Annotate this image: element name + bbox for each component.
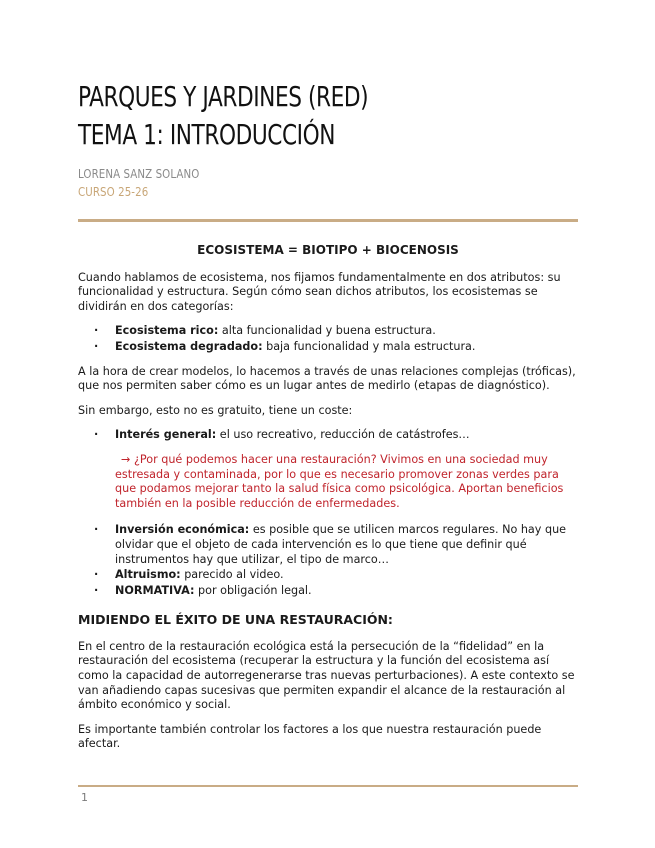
author-name: LORENA SANZ SOLANO	[78, 166, 200, 181]
list-item-term: NORMATIVA:	[115, 583, 195, 597]
list-item	[115, 584, 578, 599]
intro-paragraph: Cuando hablamos de ecosistema, nos fijamos fundamentalmente en dos atributos: su funcionalidad y estructura. Según cómo sean dichos atributos, los ecosistemas se dividirán en dos categorías:	[78, 270, 561, 313]
cost-paragraph: Sin embargo, esto no es gratuito, tiene un coste:	[78, 403, 353, 417]
page-body	[78, 243, 578, 762]
models-paragraph: A la hora de crear modelos, lo hacemos a través de unas relaciones complejas (tróficas), que nos permiten saber cómo es un lugar antes de medirlo (etapas de diagnóstico).	[78, 364, 576, 393]
course-label: CURSO 25-26	[78, 184, 149, 199]
list-item-term: Altruismo:	[115, 568, 181, 582]
list-item	[115, 324, 578, 339]
document-subtitle: TEMA 1: INTRODUCCIÓN	[78, 118, 336, 151]
list-item-text: el uso recreativo, reducción de catástrofes…	[216, 428, 470, 442]
cost-list-1	[78, 428, 578, 443]
highlighted-note	[78, 453, 578, 511]
cost-list-2	[78, 523, 578, 598]
list-item	[115, 523, 578, 567]
category-list	[78, 324, 578, 354]
list-item-text: es posible que se utilicen marcos regulares. No hay que olvidar que el objeto de cada intervención es lo que tiene que definir qué instrumentos hay que utilizar, el tipo de marco…	[115, 523, 567, 566]
page-number: 1	[81, 791, 88, 804]
list-item-text: baja funcionalidad y mala estructura.	[262, 339, 476, 353]
list-item-term: Ecosistema rico:	[115, 324, 219, 338]
list-item-text: por obligación legal.	[194, 583, 312, 597]
list-item-term: Ecosistema degradado:	[115, 339, 263, 353]
list-item	[115, 340, 578, 355]
list-item-term: Inversión económica:	[115, 523, 250, 537]
list-item-text: parecido al video.	[180, 568, 284, 582]
control-paragraph: Es importante también controlar los factores a los que nuestra restauración puede afectar.	[78, 722, 542, 751]
footer-divider	[78, 785, 578, 787]
restoration-paragraph: En el centro de la restauración ecológica está la persecución de la “fidelidad” en la restauración del ecosistema (recuperar la estructura y la función del ecosistema así como la capacidad de autorregenerarse tras nuevas perturbaciones). A este contexto se van añadiendo capas sucesivas que permiten expandir el alcance de la restauración al ámbito económico y social.	[78, 639, 575, 712]
list-item	[115, 568, 578, 583]
arrow-icon: →	[121, 452, 134, 466]
list-item-term: Interés general:	[115, 428, 217, 442]
note-text: ¿Por qué podemos hacer una restauración? Vivimos en una sociedad muy estresada y contaminada, por lo que es necesario promover zonas verdes para que podamos mejorar tanto la salud física como psicológica. Aportan beneficios también en la posible reducción de enfermedades.	[115, 452, 564, 510]
section-heading-ecosistema: ECOSISTEMA = BIOTIPO + BIOCENOSIS	[197, 243, 459, 257]
document-title: PARQUES Y JARDINES (RED)	[78, 80, 369, 113]
header-divider	[78, 219, 578, 222]
list-item	[115, 428, 578, 443]
section-heading-exito: MIDIENDO EL ÉXITO DE UNA RESTAURACIÓN:	[78, 612, 393, 628]
list-item-text: alta funcionalidad y buena estructura.	[218, 324, 436, 338]
